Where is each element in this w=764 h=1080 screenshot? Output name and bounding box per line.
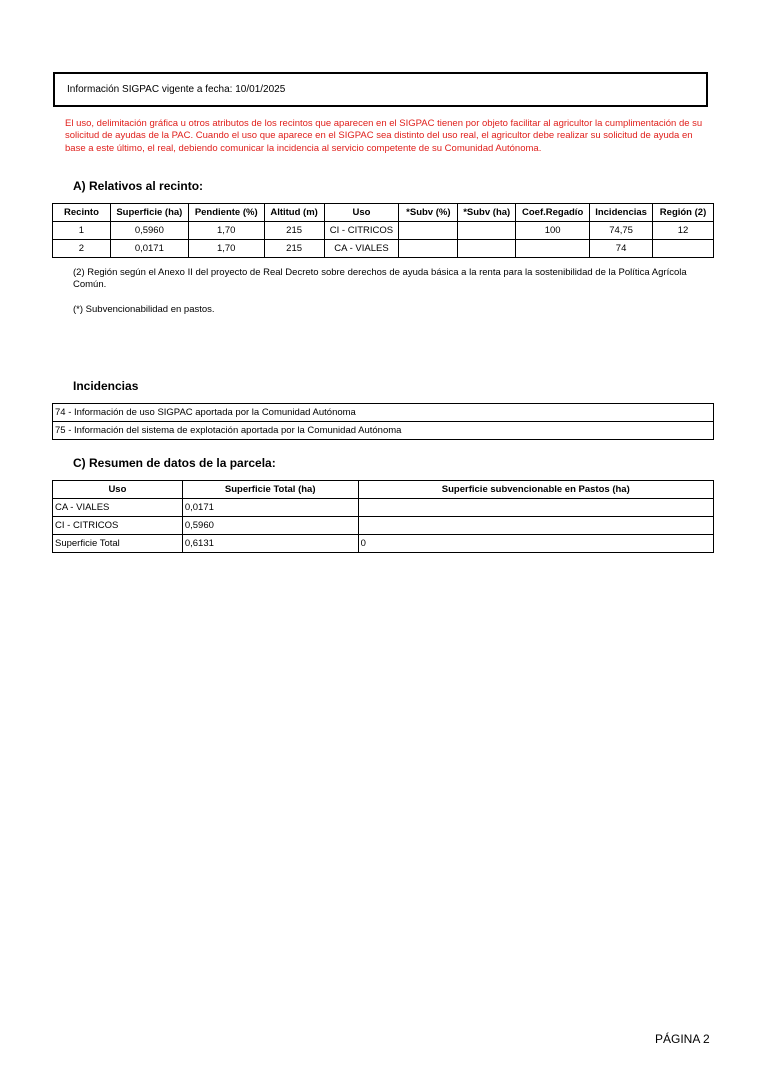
table-row — [53, 404, 714, 422]
column-header: Uso — [324, 204, 399, 222]
table-cell: 215 — [264, 240, 324, 258]
table-cell: Superficie Total — [53, 535, 183, 553]
column-header: Incidencias — [590, 204, 653, 222]
table-cell: 215 — [264, 222, 324, 240]
table-row — [53, 535, 714, 553]
table-cell: 1,70 — [188, 222, 264, 240]
sigpac-date-text: Información SIGPAC vigente a fecha: 10/01/2025 — [67, 84, 286, 95]
table-cell: CA - VIALES — [324, 240, 399, 258]
region-footnote: (2) Región según el Anexo II del proyecto de Real Decreto sobre derechos de ayuda básica a la renta para la sostenibilidad de la Política Agrícola Común. — [73, 267, 687, 290]
column-header: Altitud (m) — [264, 204, 324, 222]
table-cell: 0,6131 — [182, 535, 358, 553]
warning-notice: El uso, delimitación gráfica u otros atributos de los recintos que aparecen en el SIGPAC tienen por objeto facilitar al agricultor la cumplimentación de su solicitud de ayudas de la PAC. Cuando el uso que aparece en el SIGPAC sea distinto del uso real, el agricultor debe realizar su solicitud de ayuda en base a este último, el real, debiendo comunicar la incidencia al servicio competente de su Comunidad Autónoma. — [65, 118, 703, 154]
table-cell: 0,0171 — [182, 499, 358, 517]
column-header: Región (2) — [653, 204, 714, 222]
table-cell — [358, 499, 713, 517]
incidencias-title: Incidencias — [73, 379, 139, 393]
table-header-row — [53, 481, 714, 499]
table-cell: 100 — [516, 222, 590, 240]
table-row — [53, 517, 714, 535]
table-cell — [458, 240, 516, 258]
table-cell: CA - VIALES — [53, 499, 183, 517]
incidencias-table — [52, 403, 714, 440]
table-row — [53, 499, 714, 517]
page-number: PÁGINA 2 — [655, 1032, 710, 1046]
table-cell: 0 — [358, 535, 713, 553]
section-c-title: C) Resumen de datos de la parcela: — [73, 456, 276, 470]
column-header: Superficie (ha) — [110, 204, 188, 222]
column-header: *Subv (ha) — [458, 204, 516, 222]
table-cell — [399, 240, 458, 258]
column-header: Coef.Regadío — [516, 204, 590, 222]
table-cell: 0,5960 — [110, 222, 188, 240]
table-cell — [458, 222, 516, 240]
incidencia-item: 74 - Información de uso SIGPAC aportada por la Comunidad Autónoma — [53, 404, 714, 422]
table-cell — [653, 240, 714, 258]
table-cell: 0,0171 — [110, 240, 188, 258]
table-cell — [358, 517, 713, 535]
table-cell: 2 — [53, 240, 111, 258]
column-header: Uso — [53, 481, 183, 499]
column-header: Pendiente (%) — [188, 204, 264, 222]
column-header: Superficie subvencionable en Pastos (ha) — [358, 481, 713, 499]
table-row — [53, 240, 714, 258]
sigpac-date-box — [53, 72, 708, 107]
table-cell: 1,70 — [188, 240, 264, 258]
section-a-title: A) Relativos al recinto: — [73, 179, 204, 193]
resumen-table — [52, 480, 714, 553]
column-header: Superficie Total (ha) — [182, 481, 358, 499]
table-cell — [399, 222, 458, 240]
table-cell: 1 — [53, 222, 111, 240]
table-cell: CI - CITRICOS — [324, 222, 399, 240]
table-header-row — [53, 204, 714, 222]
table-cell: 74,75 — [590, 222, 653, 240]
table-cell: 74 — [590, 240, 653, 258]
table-cell — [516, 240, 590, 258]
table-cell: 0,5960 — [182, 517, 358, 535]
recinto-table — [52, 203, 714, 258]
incidencia-item: 75 - Información del sistema de explotación aportada por la Comunidad Autónoma — [53, 422, 714, 440]
table-row — [53, 422, 714, 440]
subv-footnote: (*) Subvencionabilidad en pastos. — [73, 304, 215, 315]
table-row — [53, 222, 714, 240]
column-header: *Subv (%) — [399, 204, 458, 222]
table-cell: 12 — [653, 222, 714, 240]
column-header: Recinto — [53, 204, 111, 222]
table-cell: CI - CITRICOS — [53, 517, 183, 535]
